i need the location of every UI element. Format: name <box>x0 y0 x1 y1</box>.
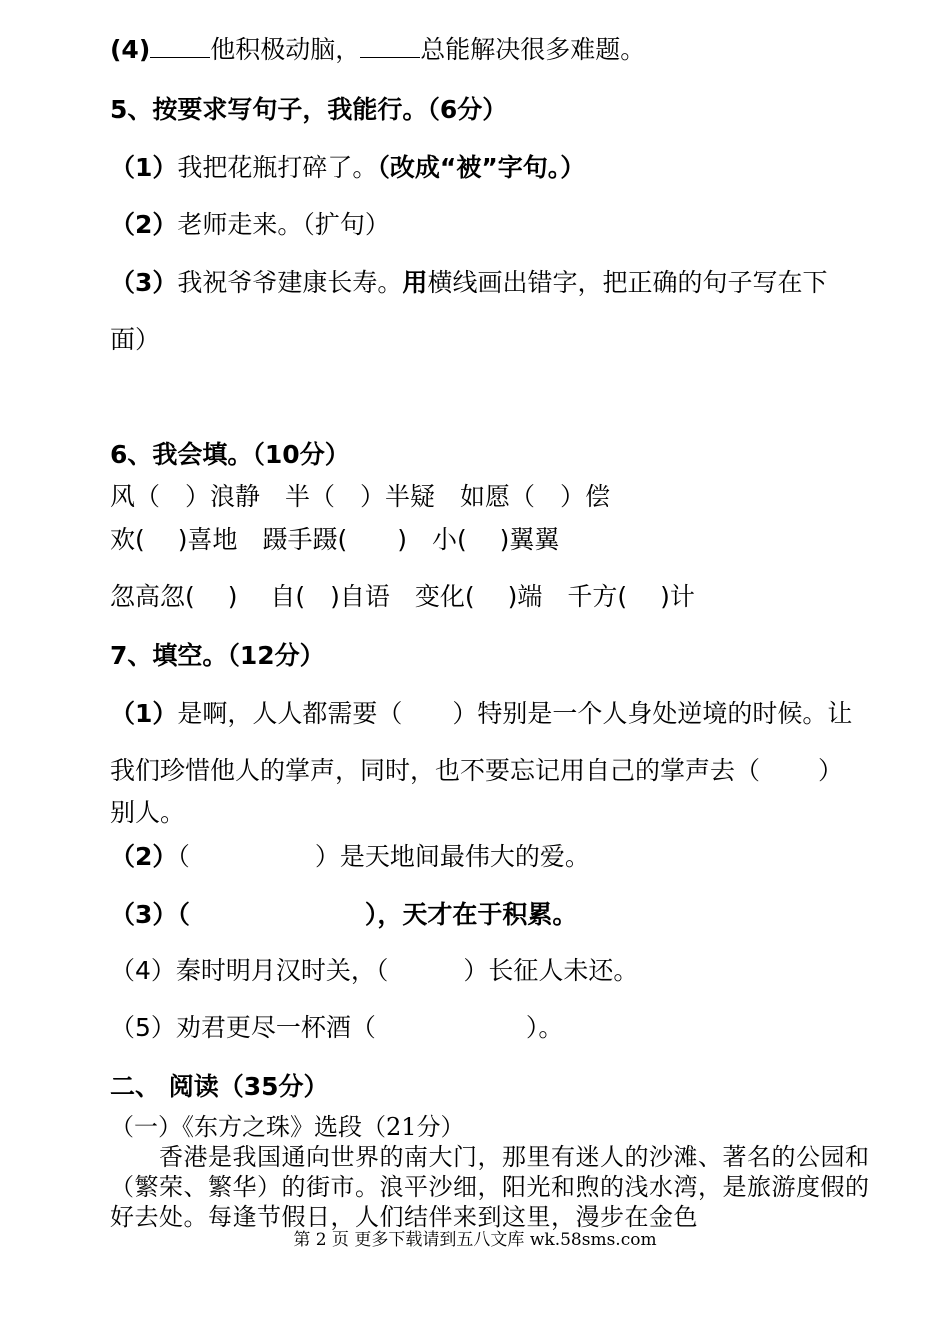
q6-row-2: 欢( )喜地 蹑手蹑( ) 小( )翼翼 <box>110 525 560 554</box>
q6-row-3: 忽高忽( ) 自( )自语 变化( )端 千方( )计 <box>110 582 695 611</box>
q5-item-1-text: 我把花瓶打碎了。 <box>177 153 378 182</box>
q5-item-2-requirement: （扩句） <box>302 210 390 239</box>
q7-item-1-number: （1） <box>110 699 178 728</box>
q5-item-1 <box>110 151 585 185</box>
q7-item-2-number: （2） <box>110 842 178 871</box>
q5-item-3-number: （3） <box>110 268 178 297</box>
q7-item-5: （5）劝君更尽一杯酒（ ）。 <box>110 1013 564 1042</box>
reading-passage-text: 香港是我国通向世界的南大门，那里有迷人的沙滩、著名的公园和（繁荣、繁华）的街市。浪平沙细，阳光和煦的浅水湾，是旅游度假的好去处。每逢节假日，人们结伴来到这里，漫步在金色 <box>110 1143 870 1231</box>
q5-item-3-requirement: 横线画出错字，把正确的句子写在下 <box>427 268 828 297</box>
q4-suffix-text: 总能解决很多难题。 <box>420 35 646 64</box>
q6-row-1: 风（ ）浪静 半（ ）半疑 如愿（ ）偿 <box>110 482 611 511</box>
q5-item-3 <box>110 266 827 300</box>
page-footer: 第 2 页 更多下载请到五八文库 wk.58sms.com <box>293 1230 657 1250</box>
q4-number: (4) <box>110 35 151 64</box>
q7-item-3-text: （ ），天才在于积累。 <box>177 900 578 929</box>
reading-passage-title: （一）《东方之珠》选段（21分） <box>110 1113 465 1141</box>
q7-heading: 7、填空。（12分） <box>110 641 325 670</box>
q5-item-3-text: 我祝爷爷建康长寿。 <box>177 268 403 297</box>
blank-2 <box>360 35 420 58</box>
q5-item-2 <box>110 208 390 242</box>
q7-item-3 <box>110 898 577 932</box>
q5-item-1-requirement: （改成“被”字句。） <box>377 153 586 182</box>
q7-item-1-line-2: 我们珍惜他人的掌声，同时，也不要忘记用自己的掌声去（ ） <box>110 756 843 785</box>
q6-heading-bold: 6、我会 <box>110 440 203 469</box>
q6-heading <box>110 438 350 472</box>
q7-item-3-number: （3） <box>110 900 178 929</box>
q7-item-2-text: （ ）是天地间最伟大的爱。 <box>177 842 590 871</box>
q4-line <box>110 33 645 67</box>
blank-1 <box>150 35 210 58</box>
q5-item-3-continued: 面） <box>110 325 161 354</box>
q7-item-2 <box>110 840 590 874</box>
q7-item-1-text: 是啊，人人都需要（ ）特别是一个人身处逆境的时候。让 <box>177 699 853 728</box>
q7-item-1 <box>110 697 852 731</box>
q6-heading-rest: 填。（10分） <box>202 440 350 469</box>
q7-item-4: （4）秦时明月汉时关，（ ）长征人未还。 <box>110 956 639 985</box>
q7-item-1-line-3: 别人。 <box>110 798 186 827</box>
q5-item-2-number: （2） <box>110 210 178 239</box>
q5-heading: 5、按要求写句子，我能行。（6分） <box>110 95 508 124</box>
q5-item-2-text: 老师走来。 <box>177 210 303 239</box>
q4-mid-text: 他积极动脑， <box>210 35 361 64</box>
section-2-heading: 二、 阅读（35分） <box>110 1072 329 1101</box>
q5-item-1-number: （1） <box>110 153 178 182</box>
q5-item-3-req-bold: 用 <box>402 268 428 297</box>
